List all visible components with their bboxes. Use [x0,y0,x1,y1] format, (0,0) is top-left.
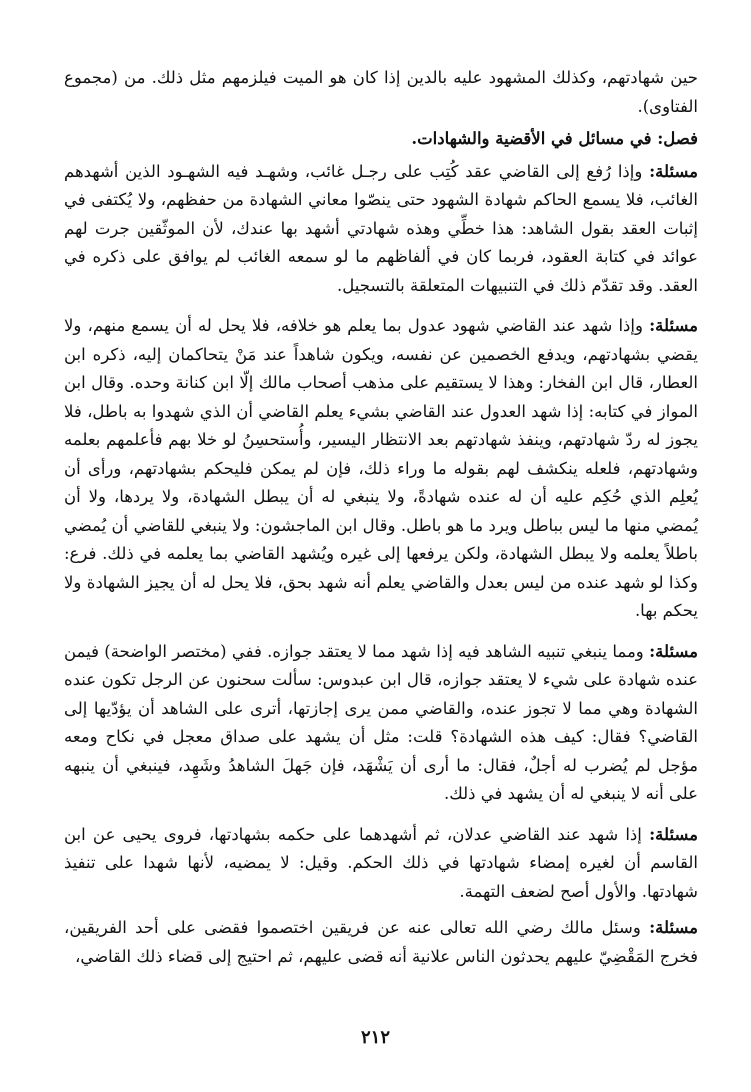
issue-text: ومما ينبغي تنبيه الشاهد فيه إذا شهد مما لا يعتقد جوازه. ففي (مختصر الواضحة) فيمن عنده شهادة على شيء لا يعتقد جوازه، قال ابن عبدوس: سألت سحنون عن الرجل تكون عنده الشهادة وهي مما لا تجوز عنده، والقاضي ممن يرى إجازتها، أترى على الشاهد أن يؤدّيها إلى القاضي؟ فقال: كيف هذه الشهادة؟ قلت: مثل أن يشهد على صداق معجل في نكاح ومعه مؤجل لم يُضرب له أجلٌ، فقال: ما أرى أن يَشْهَد، فإن جَهلَ الشاهدُ وشَهِد، فينبغي أن ينبهه على أنه لا ينبغي له أن يشهد في ذلك. [64,641,698,803]
issue-paragraph-2 [64,312,698,626]
intro-paragraph [64,64,698,121]
paragraph-gap [64,300,698,312]
paragraph-gap [64,809,698,821]
issue-lead: مسئلة: [649,824,698,844]
issue-text: وإذا رُفع إلى القاضي عقد كُتِب على رجـل غائب، وشهـد فيه الشهـود الذين أشهدهم الغائب، فلا يسمع الحاكم شهادة الشهود حتى ينصّوا معاني الشهادة من حفظهم، ولا يُكتفى في إثبات العقد بقول الشاهد: هذا خطِّي وهذه شهادتي أشهد بها عندك، لأن الموثّقين جرت لهم عوائد في كتابة العقود، فربما كان في ألفاظهم ما لو سمعه الغائب لم يوافق على ذكره في العقد. وقد تقدّم ذلك في التنبيهات المتعلقة بالتسجيل. [64,161,698,295]
issue-paragraph-5 [64,914,698,971]
issue-text: وسئل مالك رضي الله تعالى عنه عن فريقين اختصموا فقضى على أحد الفريقين، فخرج المَقْضِيّ عليهم يحدثون الناس علانية أنه قضى عليهم، ثم احتيج إلى قضاء ذلك القاضي، [64,918,698,966]
intro-text: حين شهادتهم، وكذلك المشهود عليه بالدين إذا كان هو الميت فيلزمهم مثل ذلك. من (مجموع الفتاوى). [64,68,698,116]
issue-text: وإذا شهد عند القاضي شهود عدول بما يعلم هو خلافه، فلا يحل له أن يسمع منهم، ولا يقضي بشهادتهم، ويدفع الخصمين عن نفسه، ويكون شاهداً عند مَنْ يتحاكمان إليه، ذكره ابن العطار، قال ابن الفخار: وهذا لا يستقيم على مذهب أصحاب مالك إلّا ابن كنانة وحده. وقال ابن المواز في كتابه: إذا شهد العدول عند القاضي بشيء يعلم القاضي أن الذي شهدوا به باطل، فلا يجوز له ردّ شهادتهم، وينفذ شهادتهم بعد الانتظار اليسير، وأُستحسِنُ لو خلا بهم فأعلمهم بعلمه وشهادتهم، فلعله ينكشف لهم بقوله ما وراء ذلك، فإن لم يمكن فليحكم بشهادتهم، ورأى أن يُعلِم الذي حُكِم عليه أن له عنده شهادةً، ولا ينبغي له أن يبطل الشهادة، ولا يردها، ولا أن يُمضي منها ما ليس بباطل ويرد ما هو باطل. وقال ابن الماجشون: ولا ينبغي للقاضي أن يُمضي باطلاً يعلمه ولا يبطل الشهادة، ولكن يرفعها إلى غيره ويُشهد القاضي بما يعلمه في ذلك. فرع: وكذا لو شهد عنده من ليس بعدل والقاضي يعلم أنه شهد بحق، فلا يحل له أن يجيز الشهادة ولا يحكم بها. [64,316,698,620]
section-heading-text: فصل: في مسائل في الأقضية والشهادات. [411,129,698,148]
issue-paragraph-3 [64,638,698,809]
issue-paragraph-4 [64,821,698,907]
paragraph-gap [64,626,698,638]
issue-text: إذا شهد عند القاضي عدلان، ثم أشهدهما على حكمه بشهادتها، فروى يحيى عن ابن القاسم أن لغيره إمضاء شهادتها في ذلك الحكم. وقيل: لا يمضيه، لأنها شهدا على تنفيذ شهادتها. والأول أصح لضعف التهمة. [64,824,698,901]
section-heading [64,125,698,154]
issue-lead: مسئلة: [649,918,698,937]
issue-lead: مسئلة: [649,641,699,661]
issue-lead: مسئلة: [649,161,699,181]
page-number: ٢١٢ [360,1027,390,1048]
document-page [64,64,698,1092]
issue-lead: مسئلة: [649,316,699,335]
paragraph-gap [64,906,698,914]
issue-paragraph-1 [64,158,698,301]
